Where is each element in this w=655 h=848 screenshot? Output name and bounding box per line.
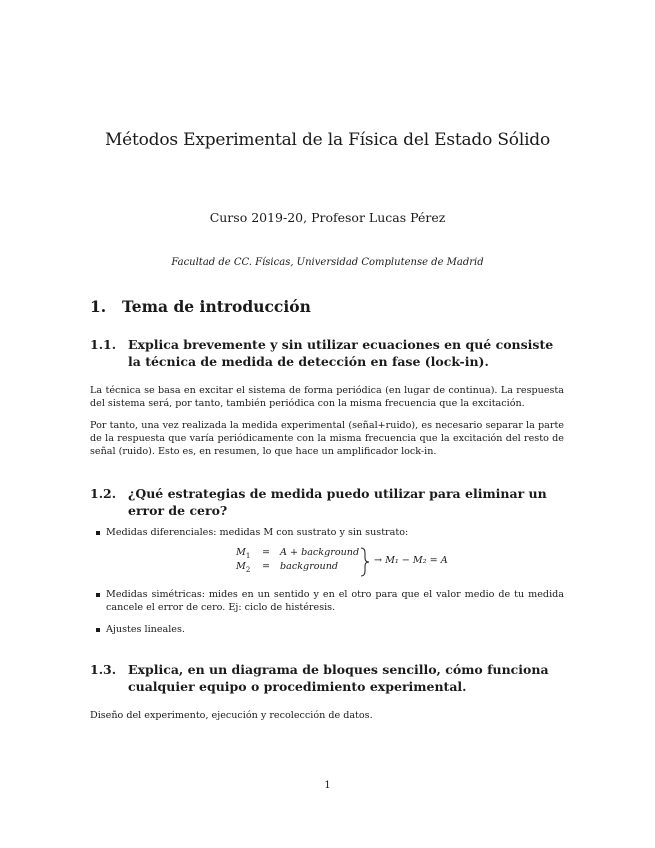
subsection-heading-1-2 — [90, 485, 570, 519]
subsection-title: Explica brevemente y sin utilizar ecuaciones en qué consiste la técnica de medida de detección en fase (lock-in). — [128, 337, 554, 369]
paragraph: La técnica se basa en excitar el sistema de forma periódica (en lugar de continua). La respuesta del sistema será, por tanto, también periódica con la misma frecuencia que la excitación. — [90, 385, 564, 410]
list-item-text: Ajustes lineales. — [106, 624, 185, 635]
list-item — [106, 588, 564, 614]
right-brace-icon — [360, 547, 370, 577]
list-item — [106, 623, 564, 636]
subsection-number: 1.2. — [90, 486, 117, 501]
paragraph: Diseño del experimento, ejecución y recolección de datos. — [90, 710, 373, 721]
section-title: Tema de introducción — [122, 297, 311, 316]
page-number: 1 — [324, 780, 331, 791]
list-item-text: Medidas diferenciales: medidas M con sustrato y sin sustrato: — [106, 527, 409, 538]
section-number: 1. — [90, 297, 107, 316]
subsection-number: 1.1. — [90, 337, 117, 352]
equation-line-1: $M_1$ = A + background — [236, 547, 360, 560]
subsection-number: 1.3. — [90, 662, 117, 677]
course-info: Curso 2019-20, Profesor Lucas Pérez — [209, 210, 446, 225]
equation-result: → M₁ − M₂ = A — [374, 555, 448, 566]
list-item-text: Medidas simétricas: mides en un sentido y en el otro para que el valor medio de tu medida cancele el error de cero. Ej: ciclo de histéresis. — [106, 589, 564, 614]
affiliation: Facultad de CC. Físicas, Universidad Complutense de Madrid — [171, 257, 484, 268]
document-title: Métodos Experimental de la Física del Estado Sólido — [104, 130, 551, 150]
equation-block — [236, 547, 476, 579]
section-heading — [90, 297, 311, 316]
subsection-title: Explica, en un diagrama de bloques sencillo, cómo funciona cualquier equipo o procedimiento experimental. — [128, 662, 549, 694]
subsection-heading-1-1 — [90, 336, 570, 370]
bullet-icon — [96, 531, 100, 535]
bullet-icon — [96, 593, 100, 597]
list-item — [106, 526, 564, 539]
subsection-heading-1-3 — [90, 661, 570, 695]
equation-line-2: $M_2$ = background — [236, 561, 339, 574]
paragraph: Por tanto, una vez realizada la medida experimental (señal+ruido), es necesario separar la parte de la respuesta que varía periódicamente con la misma frecuencia que la excitación del resto de señal (ruido). Esto es, en resumen, lo que hace un amplificador lock-in. — [90, 420, 564, 458]
bullet-icon — [96, 628, 100, 632]
subsection-title: ¿Qué estrategias de medida puedo utilizar para eliminar un error de cero? — [128, 486, 547, 518]
